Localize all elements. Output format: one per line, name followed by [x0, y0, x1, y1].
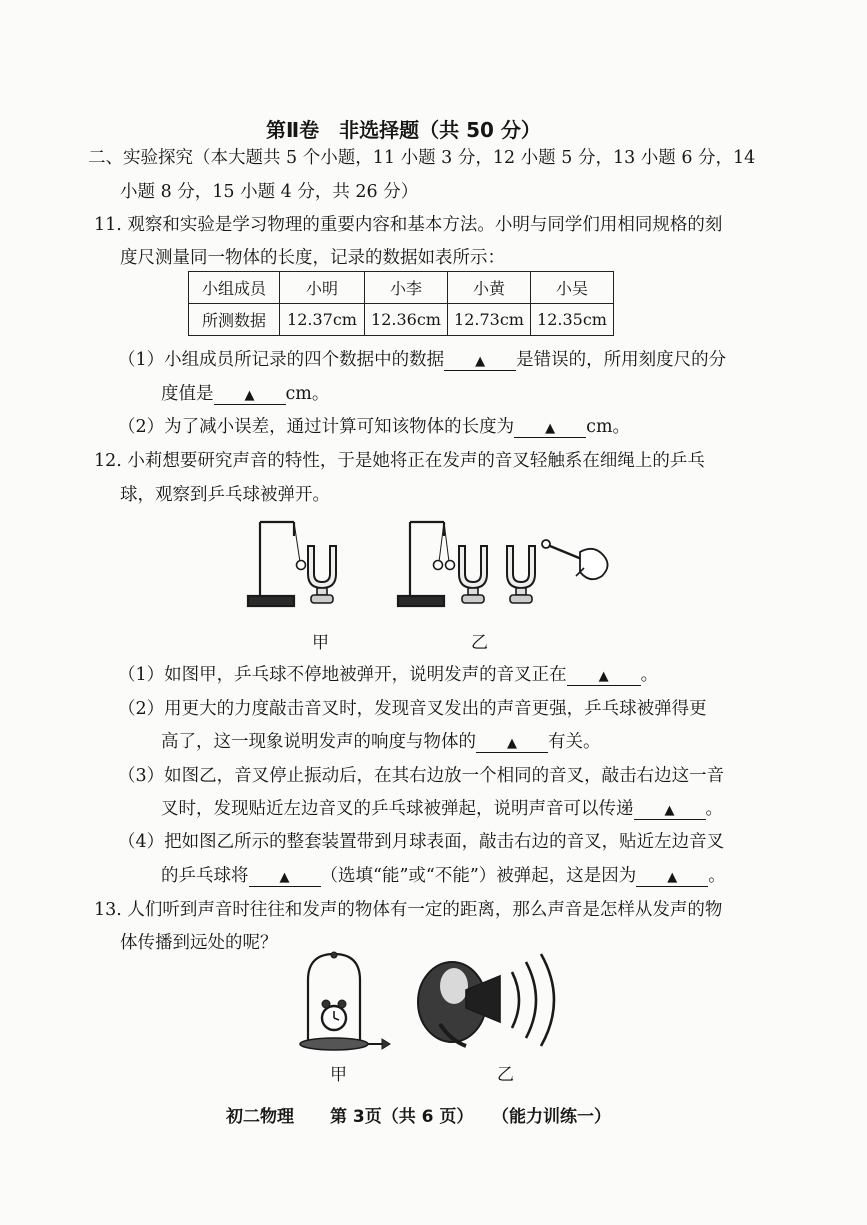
table-cell: 小明 — [280, 272, 365, 304]
q12-part4-line2: 的乒乓球将 ▲ （选填“能”或“不能”）被弹起，这是因为 ▲ 。 — [161, 866, 726, 886]
q12-stem-line2: 球，观察到乒乓球被弹开。 — [120, 485, 330, 505]
sound-propagation-figure — [290, 950, 590, 1062]
page-title: 第Ⅱ卷 非选择题（共 50 分） — [266, 118, 541, 142]
table-cell: 12.37cm — [280, 304, 365, 336]
q12-stem-line1: 12. 小莉想要研究声音的特性，于是她将正在发声的音叉轻触系在细绳上的乒乓 — [94, 451, 705, 471]
table-cell: 小李 — [365, 272, 448, 304]
figure-caption-b: 乙 — [471, 633, 488, 653]
hand-mallet-icon — [542, 540, 608, 579]
tuning-fork-icon — [507, 546, 535, 603]
table-cell: 小组成员 — [189, 272, 280, 304]
figure-caption-a: 甲 — [312, 633, 329, 653]
answer-blank[interactable]: ▲ — [476, 732, 548, 753]
q12-part4-line1: （4）把如图乙所示的整套装置带到月球表面，敲击右边的音叉，贴近左边音叉 — [118, 832, 725, 852]
measurement-table — [188, 271, 614, 336]
section-heading-line1: 二、实验探究（本大题共 5 个小题，11 小题 3 分，12 小题 5 分，13 小题 6 分，14 — [88, 148, 756, 168]
figure-caption-a: 甲 — [330, 1065, 347, 1085]
q12-part2-line1: （2）用更大的力度敲击音叉时，发现音叉发出的声音更强，乒乓球被弹得更 — [118, 699, 707, 719]
footer-note: （能力训练一） — [492, 1107, 611, 1127]
stand-icon — [398, 522, 455, 606]
table-cell: 小黄 — [448, 272, 531, 304]
q11-part2: （2）为了减小误差，通过计算可知该物体的长度为 ▲ cm。 — [118, 417, 631, 437]
q12-part3-line2: 叉时，发现贴近左边音叉的乒乓球被弹起，说明声音可以传递 ▲ 。 — [161, 799, 723, 819]
table-header-row — [189, 272, 614, 304]
q13-stem-line2: 体传播到远处的呢？ — [120, 933, 278, 953]
answer-blank[interactable]: ▲ — [634, 799, 706, 820]
tuning-fork-figure — [240, 510, 620, 615]
answer-blank[interactable]: ▲ — [214, 384, 286, 405]
q11-stem-line1: 11. 观察和实验是学习物理的重要内容和基本方法。小明与同学们用相同规格的刻 — [94, 215, 723, 235]
figure-caption-b: 乙 — [497, 1065, 514, 1085]
q13-stem-line1: 13. 人们听到声音时往往和发声的物体有一定的距离，那么声音是怎样从发声的物 — [94, 900, 723, 920]
q11-stem-line2: 度尺测量同一物体的长度，记录的数据如表所示： — [120, 248, 505, 268]
table-cell: 12.73cm — [448, 304, 531, 336]
answer-blank[interactable]: ▲ — [249, 866, 321, 887]
section-heading-line2: 小题 8 分，15 小题 4 分，共 26 分） — [120, 182, 419, 202]
table-cell: 12.36cm — [365, 304, 448, 336]
q12-part2-line2: 高了，这一现象说明发声的响度与物体的 ▲ 有关。 — [161, 732, 601, 752]
table-row — [189, 304, 614, 336]
stand-icon — [248, 522, 306, 606]
tuning-fork-icon — [308, 546, 336, 603]
footer-page-number: 第 3页（共 6 页） — [330, 1107, 474, 1127]
footer-subject: 初二物理 — [226, 1107, 294, 1127]
answer-blank[interactable]: ▲ — [636, 866, 708, 887]
bell-jar-clock-icon — [300, 952, 390, 1050]
q11-part1-line2: 度值是 ▲ cm。 — [161, 384, 330, 404]
q11-part1-line1: （1）小组成员所记录的四个数据中的数据 ▲ 是错误的，所用刻度尺的分 — [118, 350, 727, 370]
table-cell: 12.35cm — [531, 304, 614, 336]
drum-speaker-icon — [418, 954, 554, 1046]
answer-blank[interactable]: ▲ — [567, 665, 641, 686]
tuning-fork-icon — [459, 546, 487, 603]
table-cell: 所测数据 — [189, 304, 280, 336]
answer-blank[interactable]: ▲ — [444, 350, 516, 371]
q12-part3-line1: （3）如图乙，音叉停止振动后，在其右边放一个相同的音叉，敲击右边这一音 — [118, 766, 725, 786]
q12-part1: （1）如图甲，乒乓球不停地被弹开，说明发声的音叉正在 ▲ 。 — [118, 665, 659, 685]
table-cell: 小吴 — [531, 272, 614, 304]
answer-blank[interactable]: ▲ — [514, 417, 586, 438]
